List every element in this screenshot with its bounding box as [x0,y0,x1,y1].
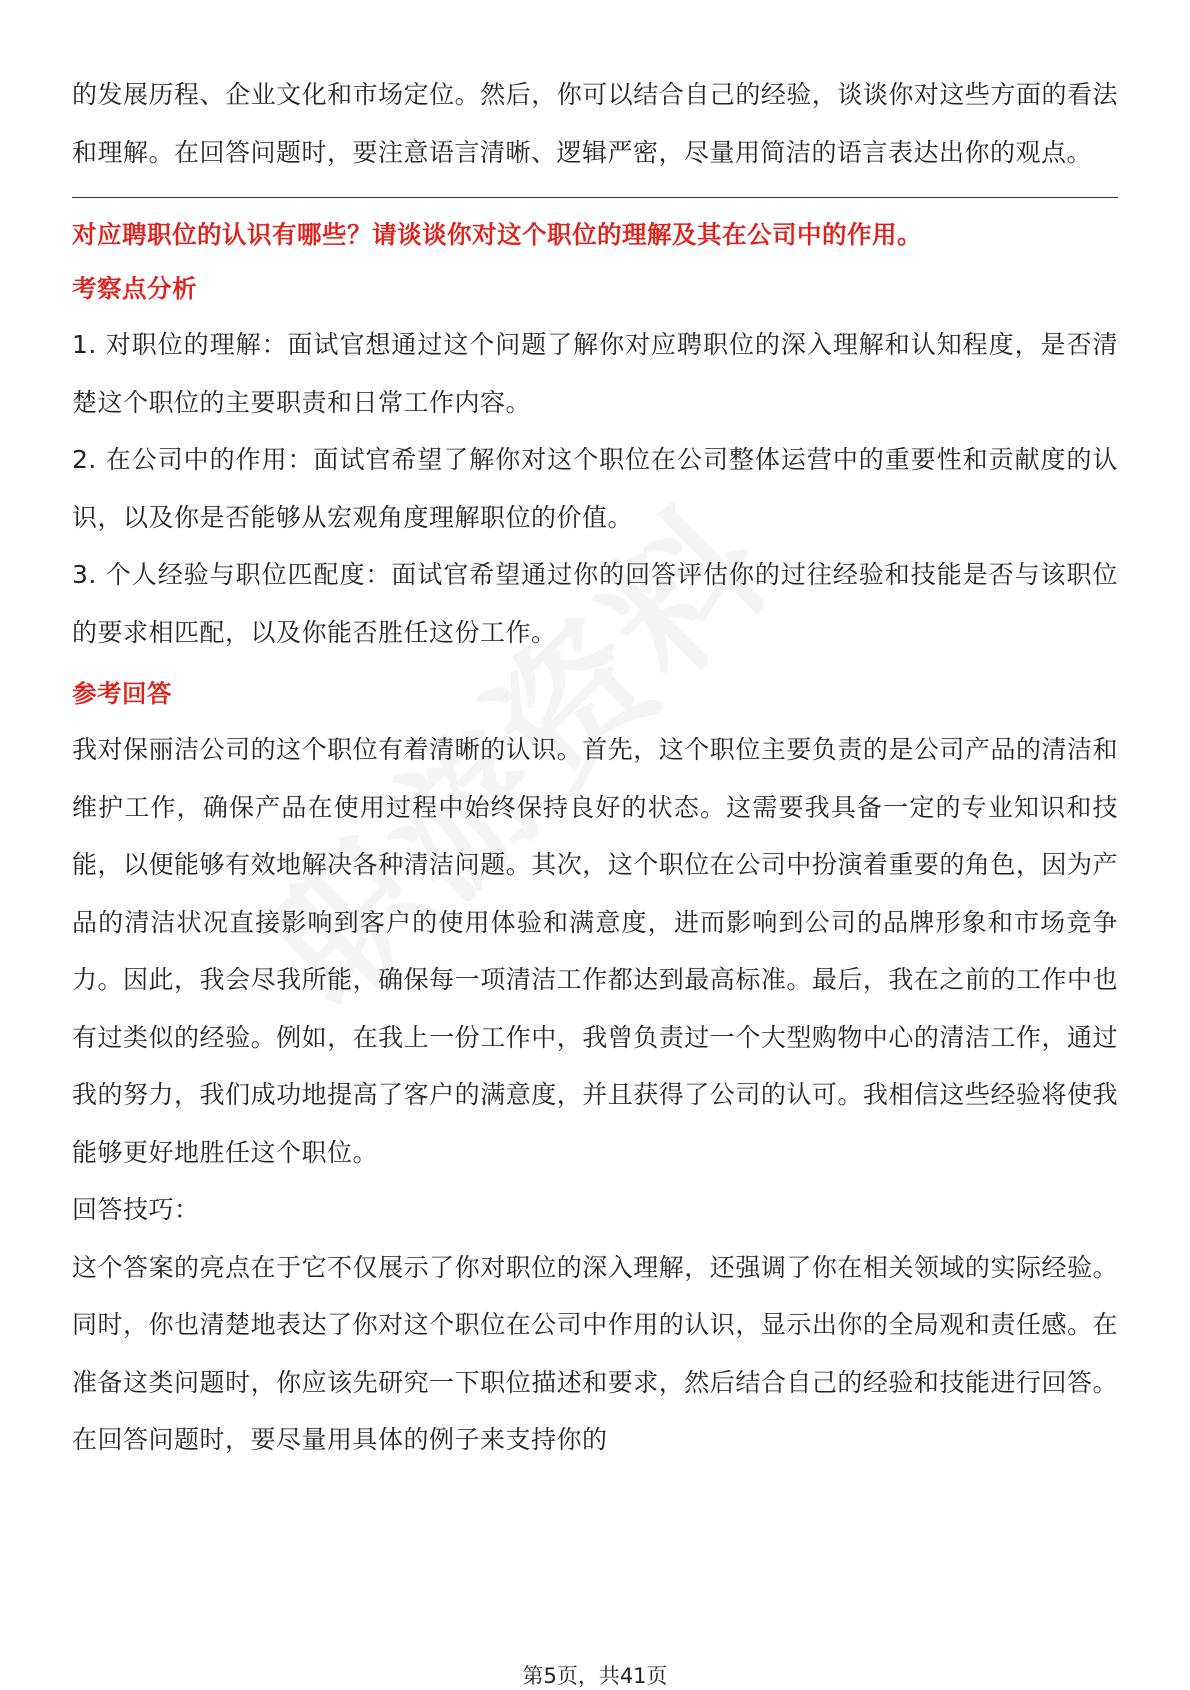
analysis-point: 3. 个人经验与职位匹配度：面试官希望通过你的回答评估你的过往经验和技能是否与该职位的要求相匹配，以及你能否胜任这份工作。 [72,560,1118,647]
page-number-footer: 第5页，共41页 [522,1664,668,1688]
answer-tips-text: 这个答案的亮点在于它不仅展示了你对职位的深入理解，还强调了你在相关领域的实际经验。同时，你也清楚地表达了你对这个职位在公司中作用的认识，显示出你的全局观和责任感。在准备这类问题时，你应该先研究一下职位描述和要求，然后结合自己的经验和技能进行回答。在回答问题时，要尽量用具体的例子来支持你的 [72,1252,1118,1454]
question-heading: 对应聘职位的认识有哪些？请谈谈你对这个职位的理解及其在公司中的作用。 [72,220,922,249]
analysis-point: 1. 对职位的理解：面试官想通过这个问题了解你对应聘职位的深入理解和认知程度，是否清楚这个职位的主要职责和日常工作内容。 [72,330,1118,417]
analysis-title: 考察点分析 [72,274,197,303]
answer-tips-label: 回答技巧： [72,1195,200,1224]
analysis-point: 2. 在公司中的作用：面试官希望了解你对这个职位在公司整体运营中的重要性和贡献度的认识，以及你是否能够从宏观角度理解职位的价值。 [72,445,1118,532]
document-page [72,66,1118,1469]
reference-answer-title: 参考回答 [72,679,172,708]
section-divider [72,197,1118,198]
intro-paragraph: 的发展历程、企业文化和市场定位。然后，你可以结合自己的经验，谈谈你对这些方面的看法和理解。在回答问题时，要注意语言清晰、逻辑严密，尽量用简洁的语言表达出你的观点。 [72,80,1118,167]
reference-answer-text: 我对保丽洁公司的这个职位有着清晰的认识。首先，这个职位主要负责的是公司产品的清洁和维护工作，确保产品在使用过程中始终保持良好的状态。这需要我具备一定的专业知识和技能，以便能够有效地解决各种清洁问题。其次，这个职位在公司中扮演着重要的角色，因为产品的清洁状况直接影响到客户的使用体验和满意度，进而影响到公司的品牌形象和市场竞争力。因此，我会尽我所能，确保每一项清洁工作都达到最高标准。最后，我在之前的工作中也有过类似的经验。例如，在我上一份工作中，我曾负责过一个大型购物中心的清洁工作，通过我的努力，我们成功地提高了客户的满意度，并且获得了公司的认可。我相信这些经验将使我能够更好地胜任这个职位。 [72,735,1118,1167]
